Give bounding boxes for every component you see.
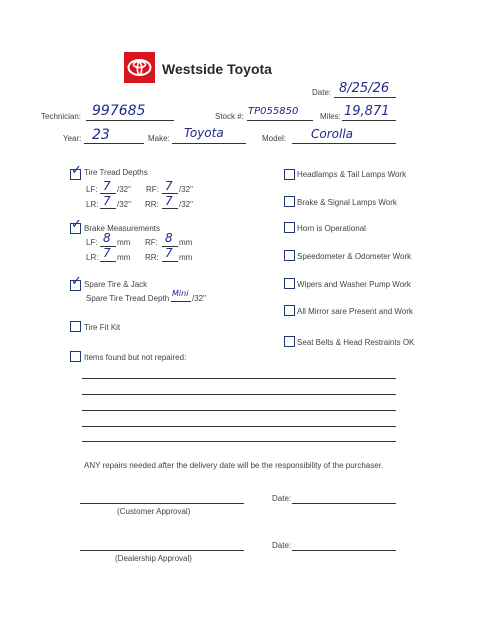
wipers-checkbox[interactable] bbox=[284, 278, 295, 289]
tire-rf-label: RF: bbox=[146, 185, 159, 194]
year-value[interactable]: 23 bbox=[92, 127, 110, 143]
year-label: Year: bbox=[63, 134, 82, 143]
brake-lr-value[interactable]: 7 bbox=[103, 246, 111, 260]
brake-lf-label: LF: bbox=[86, 238, 98, 247]
mirrors-checkbox[interactable] bbox=[284, 305, 295, 316]
toyota-logo bbox=[124, 52, 155, 83]
technician-label: Technician: bbox=[41, 112, 82, 121]
mirrors-label: All Mirror sare Present and Work bbox=[297, 307, 413, 316]
tire-rf-value[interactable]: 7 bbox=[165, 179, 173, 193]
customer-date-label: Date: bbox=[272, 494, 292, 503]
tire-lr-value[interactable]: 7 bbox=[103, 194, 111, 208]
tire-rr-line bbox=[162, 208, 178, 209]
tire-lf-unit: /32" bbox=[117, 185, 131, 194]
tire-rf-unit: /32" bbox=[179, 185, 193, 194]
seat-belts-checkbox[interactable] bbox=[284, 336, 295, 347]
tire-tread-label: Tire Tread Depths bbox=[84, 168, 148, 177]
brake-lr-label: LR: bbox=[86, 253, 99, 262]
notes-line-4[interactable] bbox=[82, 426, 396, 427]
tire-lr-label: LR: bbox=[86, 200, 99, 209]
brake-lf-unit: mm bbox=[117, 238, 131, 247]
notes-line-1[interactable] bbox=[82, 378, 396, 379]
spare-depth-value[interactable]: Mini bbox=[172, 289, 189, 298]
customer-date-line[interactable] bbox=[292, 503, 396, 504]
tire-lf-label: LF: bbox=[86, 185, 98, 194]
brake-rr-line bbox=[162, 261, 178, 262]
tire-rr-label: RR: bbox=[145, 200, 159, 209]
brake-measurements-label: Brake Measurements bbox=[84, 224, 161, 233]
items-found-label: Items found but not repaired: bbox=[84, 353, 187, 362]
technician-line bbox=[86, 120, 174, 121]
headlamps-checkbox[interactable] bbox=[284, 169, 295, 180]
tire-fit-kit-label: Tire Fit Kit bbox=[84, 323, 121, 332]
make-label: Make: bbox=[148, 134, 170, 143]
dealer-name: Westside Toyota bbox=[162, 61, 272, 77]
model-label: Model: bbox=[262, 134, 287, 143]
brake-signal-lamps-checkbox[interactable] bbox=[284, 196, 295, 207]
brake-measurements-checkmark: ✓ bbox=[71, 217, 82, 232]
miles-line bbox=[342, 120, 396, 121]
brake-rr-value[interactable]: 7 bbox=[165, 246, 173, 260]
spare-depth-label: Spare Tire Tread Depth bbox=[86, 294, 170, 303]
spare-tire-checkmark: ✓ bbox=[71, 274, 82, 289]
stock-value[interactable]: TP055850 bbox=[248, 106, 299, 117]
seat-belts-label: Seat Belts & Head Restraints OK bbox=[297, 338, 415, 347]
tire-lf-value[interactable]: 7 bbox=[103, 179, 111, 193]
technician-value[interactable]: 997685 bbox=[92, 103, 146, 119]
horn-checkbox[interactable] bbox=[284, 222, 295, 233]
brake-lf-value[interactable]: 8 bbox=[103, 231, 111, 245]
tire-lr-line bbox=[100, 208, 116, 209]
brake-rr-unit: mm bbox=[179, 253, 193, 262]
spare-tire-label: Spare Tire & Jack bbox=[84, 280, 148, 289]
date-label: Date: bbox=[312, 88, 332, 97]
notes-line-3[interactable] bbox=[82, 410, 396, 411]
dealership-approval-label: (Dealership Approval) bbox=[115, 554, 192, 563]
notes-line-2[interactable] bbox=[82, 394, 396, 395]
date-value[interactable]: 8/25/26 bbox=[339, 81, 390, 96]
brake-rr-label: RR: bbox=[145, 253, 159, 262]
headlamps-label: Headlamps & Tail Lamps Work bbox=[297, 170, 407, 179]
horn-label: Horn is Operational bbox=[297, 224, 366, 233]
make-line bbox=[172, 143, 246, 144]
liability-notice: ANY repairs needed after the delivery date will be the responsibility of the purchaser. bbox=[84, 461, 384, 470]
brake-rf-unit: mm bbox=[179, 238, 193, 247]
dealership-date-label: Date: bbox=[272, 541, 292, 550]
speedometer-checkbox[interactable] bbox=[284, 250, 295, 261]
spare-depth-unit: /32" bbox=[192, 294, 206, 303]
dealership-date-line[interactable] bbox=[292, 550, 396, 551]
toyota-emblem-icon bbox=[124, 52, 155, 83]
tire-tread-checkmark: ✓ bbox=[71, 163, 82, 178]
date-line bbox=[334, 97, 396, 98]
brake-rf-value[interactable]: 8 bbox=[165, 231, 173, 245]
stock-line bbox=[247, 120, 313, 121]
speedometer-label: Speedometer & Odometer Work bbox=[297, 252, 412, 261]
items-found-checkbox[interactable] bbox=[70, 351, 81, 362]
make-value[interactable]: Toyota bbox=[184, 126, 224, 140]
brake-lr-line bbox=[100, 261, 116, 262]
model-line bbox=[292, 143, 396, 144]
wipers-label: Wipers and Washer Pump Work bbox=[297, 280, 411, 289]
tire-rr-value[interactable]: 7 bbox=[165, 194, 173, 208]
tire-lr-unit: /32" bbox=[117, 200, 131, 209]
tire-fit-kit-checkbox[interactable] bbox=[70, 321, 81, 332]
brake-lr-unit: mm bbox=[117, 253, 131, 262]
miles-value[interactable]: 19,871 bbox=[344, 104, 390, 119]
year-line bbox=[84, 143, 144, 144]
brake-rf-label: RF: bbox=[145, 238, 158, 247]
brake-signal-lamps-label: Brake & Signal Lamps Work bbox=[297, 198, 397, 207]
notes-line-5[interactable] bbox=[82, 441, 396, 442]
customer-approval-label: (Customer Approval) bbox=[117, 507, 191, 516]
dealership-signature-line[interactable] bbox=[80, 550, 244, 551]
tire-rr-unit: /32" bbox=[179, 200, 193, 209]
customer-signature-line[interactable] bbox=[80, 503, 244, 504]
model-value[interactable]: Corolla bbox=[311, 127, 354, 141]
stock-label: Stock #: bbox=[215, 112, 244, 121]
spare-depth-line bbox=[171, 301, 191, 302]
miles-label: Miles: bbox=[320, 112, 341, 121]
